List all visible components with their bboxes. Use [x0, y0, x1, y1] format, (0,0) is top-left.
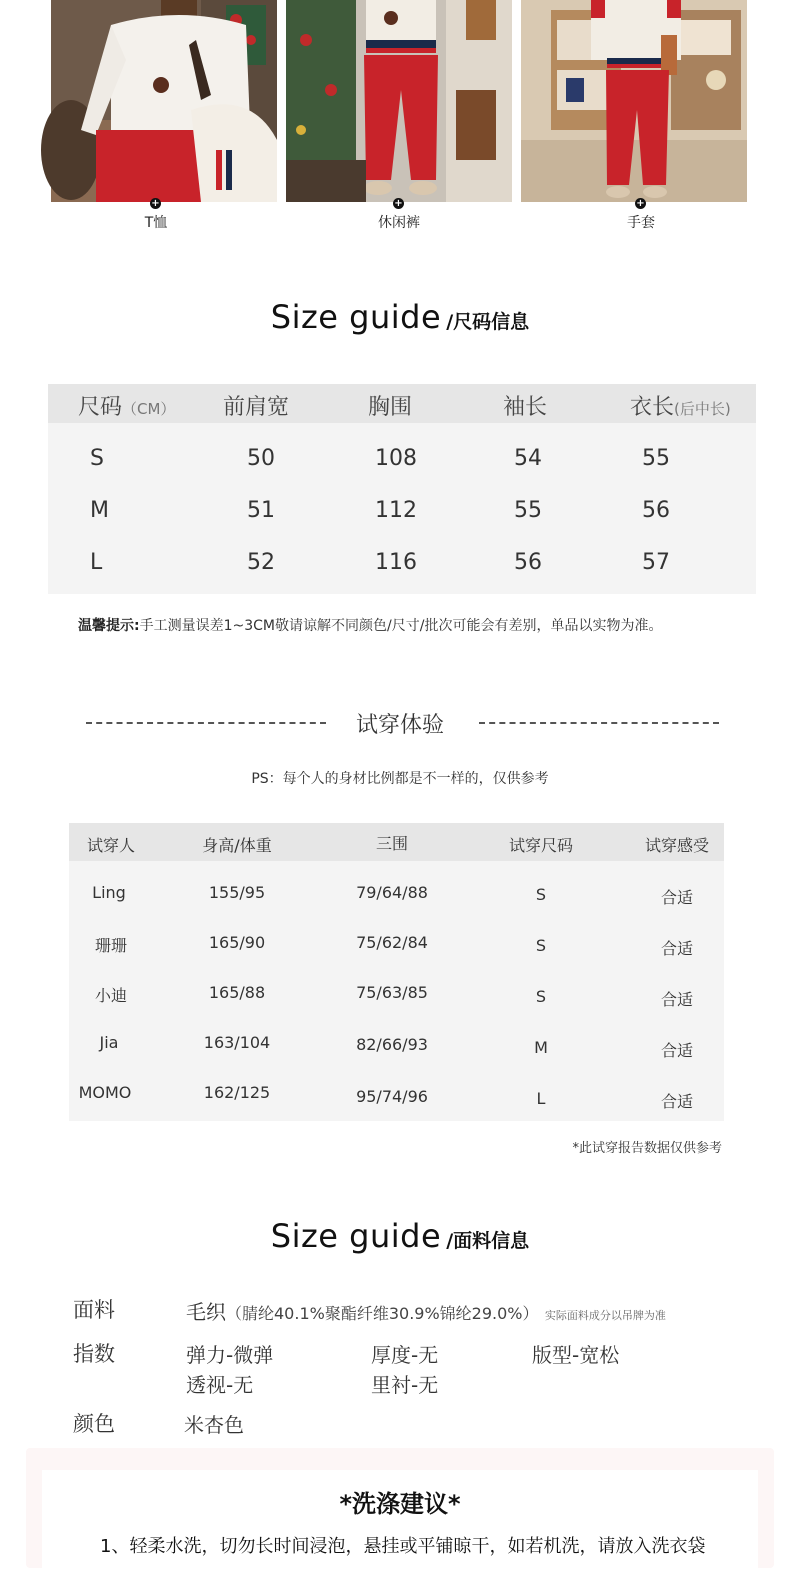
table-row-measure: 79/64/88	[356, 883, 428, 902]
product-photo-gloves	[521, 0, 747, 202]
try-on-table	[69, 823, 724, 1121]
size-header-unit: （CM）	[122, 400, 176, 418]
try-on-title: 试穿体验	[355, 713, 444, 738]
size-cell: 112	[375, 498, 417, 523]
fabric-material-name: 毛织	[186, 1300, 226, 1324]
product-photo-tshirt	[51, 0, 277, 202]
table-row-feel: 合适	[660, 990, 694, 1009]
size-header-size-label: 尺码	[78, 395, 123, 420]
size-header-shoulder: 前肩宽	[223, 395, 290, 420]
table-row-hw: 165/88	[208, 983, 266, 1002]
size-guide-title	[0, 298, 800, 336]
try-header-measure: 三围	[375, 834, 409, 853]
size-table	[48, 384, 756, 594]
table-row-size: S	[535, 885, 547, 904]
table-row-measure: 75/62/84	[356, 933, 428, 952]
fabric-lining: 里衬-无	[371, 1373, 439, 1397]
fabric-elastic: 弹力-微弹	[186, 1343, 274, 1367]
fabric-material-value	[186, 1296, 666, 1325]
table-row-hw: 162/125	[203, 1083, 271, 1102]
size-header-sleeve: 袖长	[503, 395, 548, 420]
table-row-person: Jia	[99, 1033, 119, 1052]
fabric-guide-title	[0, 1217, 800, 1255]
fabric-material-note: 实际面料成分以吊牌为准	[544, 1309, 666, 1322]
table-row-person: 珊珊	[94, 936, 128, 955]
fabric-fit: 版型-宽松	[532, 1343, 620, 1367]
fabric-color-value: 米杏色	[184, 1413, 244, 1437]
try-on-note: *此试穿报告数据仅供参考	[572, 1141, 722, 1156]
size-cell: 57	[642, 550, 670, 575]
try-on-ps: PS：每个人的身材比例都是不一样的，仅供参考	[251, 771, 549, 787]
wash-instruction-1: 1、轻柔水洗，切勿长时间浸泡，悬挂或平铺晾干，如若机洗，请放入洗衣袋	[100, 1536, 706, 1557]
fabric-sheer: 透视-无	[186, 1373, 254, 1397]
photo-label-tshirt: T恤	[144, 215, 168, 231]
table-row-feel: 合适	[660, 939, 694, 958]
product-photo-pants	[286, 0, 512, 202]
size-cell: 108	[375, 446, 417, 471]
add-icon[interactable]: +	[151, 198, 160, 209]
add-icon[interactable]: +	[636, 198, 645, 209]
measurement-tip-label: 温馨提示:	[78, 618, 140, 634]
size-cell: 116	[375, 550, 417, 575]
size-header-length-note: (后中长)	[674, 400, 731, 418]
table-row-measure: 82/66/93	[356, 1035, 428, 1054]
size-guide-title-en: Size guide	[270, 298, 442, 336]
table-row-size: S	[535, 936, 547, 955]
size-cell: 55	[514, 498, 542, 523]
measurement-tip-text: 手工测量误差1~3CM敬请谅解不同颜色/尺寸/批次可能会有差别，单品以实物为准。	[139, 618, 663, 634]
photo-label-gloves: 手套	[627, 215, 655, 231]
table-row-measure: 95/74/96	[356, 1087, 428, 1106]
size-cell: 54	[514, 446, 542, 471]
size-cell: 56	[642, 498, 670, 523]
size-guide-title-cn: /尺码信息	[446, 311, 530, 333]
fabric-thickness: 厚度-无	[371, 1343, 439, 1367]
fabric-guide-title-cn: /面料信息	[446, 1230, 530, 1252]
try-header-size: 试穿尺码	[508, 836, 574, 855]
size-cell: L	[90, 550, 103, 575]
size-header-length	[630, 390, 731, 421]
table-row-measure: 75/63/85	[356, 983, 428, 1002]
size-cell: 51	[247, 498, 275, 523]
table-row-person: 小迪	[94, 986, 128, 1005]
fabric-color-label: 颜色	[73, 1412, 115, 1436]
table-row-person: MOMO	[78, 1083, 132, 1102]
photo-label-pants: 休闲裤	[378, 215, 420, 231]
fabric-material-detail: （腈纶40.1%聚酯纤维30.9%锦纶29.0%）	[226, 1304, 539, 1323]
size-cell: 56	[514, 550, 542, 575]
table-row-person: Ling	[92, 883, 126, 902]
table-row-feel: 合适	[660, 1041, 694, 1060]
table-row-size: M	[534, 1038, 548, 1057]
size-header-chest: 胸围	[368, 395, 413, 420]
measurement-tip	[78, 615, 662, 635]
size-cell: 55	[642, 446, 670, 471]
try-header-hw: 身高/体重	[202, 836, 272, 855]
try-header-person: 试穿人	[86, 836, 136, 855]
size-header-length-label: 衣长	[630, 395, 675, 420]
table-row-hw: 155/95	[208, 883, 266, 902]
table-row-feel: 合适	[660, 1092, 694, 1111]
add-icon[interactable]: +	[394, 198, 403, 209]
size-header-size	[78, 390, 175, 421]
size-cell: 52	[247, 550, 275, 575]
table-row-hw: 165/90	[208, 933, 266, 952]
size-cell: 50	[247, 446, 275, 471]
fabric-guide-title-en: Size guide	[270, 1217, 442, 1255]
table-row-feel: 合适	[660, 888, 694, 907]
try-header-feel: 试穿感受	[644, 836, 710, 855]
size-cell: S	[90, 446, 104, 471]
table-row-size: L	[536, 1089, 546, 1108]
fabric-material-label: 面料	[73, 1298, 115, 1322]
size-cell: M	[90, 498, 109, 523]
table-row-hw: 163/104	[203, 1033, 271, 1052]
fabric-index-label: 指数	[73, 1342, 115, 1366]
wash-title: *洗涤建议*	[339, 1490, 461, 1518]
table-row-size: S	[535, 987, 547, 1006]
